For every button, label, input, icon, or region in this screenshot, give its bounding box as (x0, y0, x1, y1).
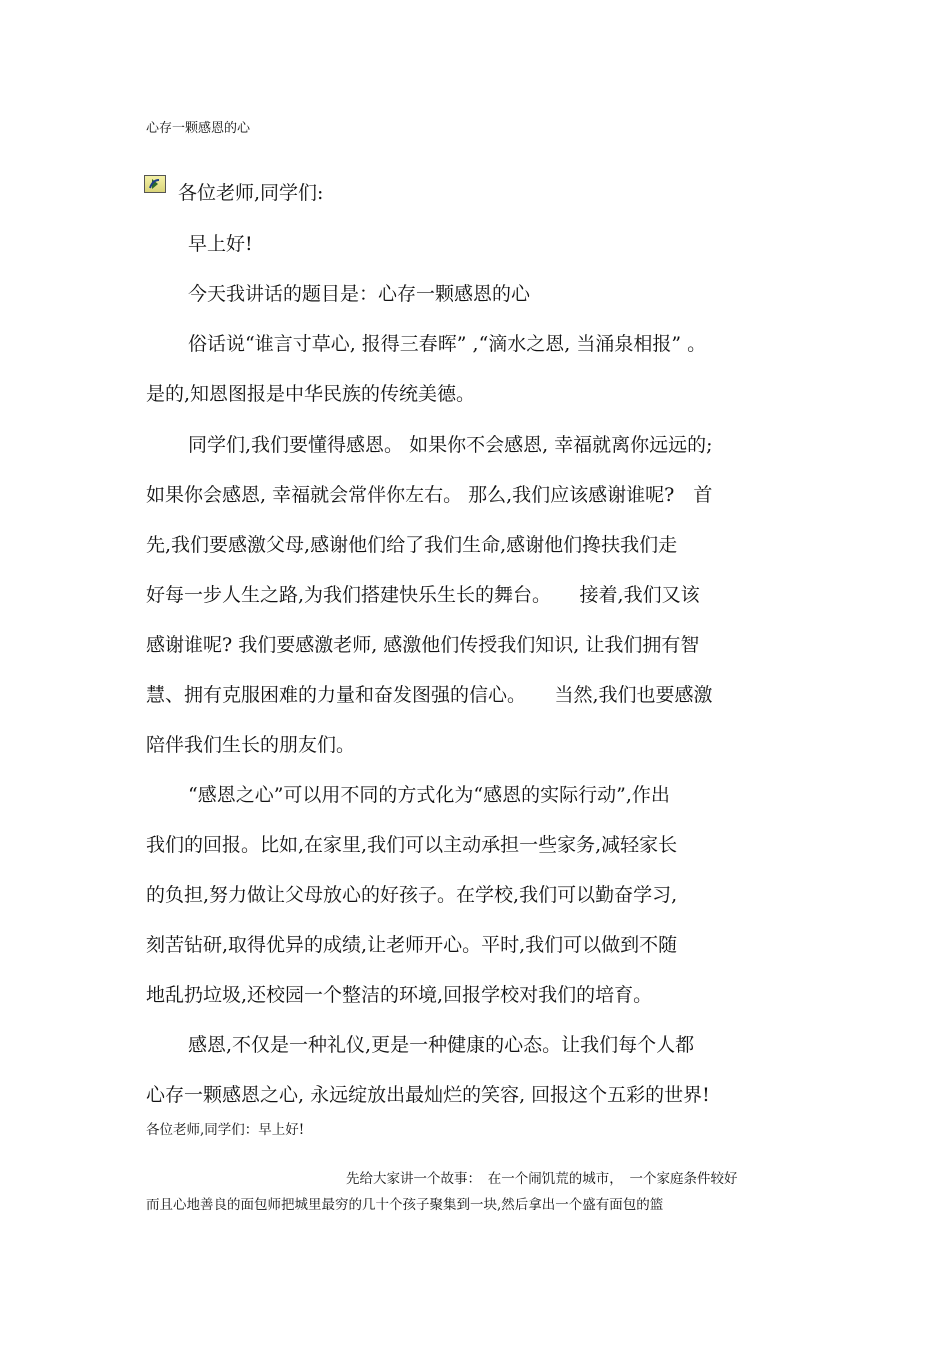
paragraph-line: 先,我们要感激父母,感谢他们给了我们生命,感谢他们搀扶我们走 (146, 534, 678, 556)
small-text-line: 先给大家讲一个故事： 在一个闹饥荒的城市， 一个家庭条件较好 (346, 1171, 738, 1187)
paragraph-line: 我们的回报。比如,在家里,我们可以主动承担一些家务,减轻家长 (146, 834, 678, 856)
paragraph-line: 慧、拥有克服困难的力量和奋发图强的信心。 当然,我们也要感激 (146, 684, 713, 706)
paragraph-line: 陪伴我们生长的朋友们。 (146, 734, 356, 756)
paragraph-line: 如果你会感恩, 幸福就会常伴你左右。 那么,我们应该感谢谁呢? 首 (146, 484, 713, 506)
paragraph-line: 是的,知恩图报是中华民族的传统美德。 (146, 383, 476, 405)
document-link-icon[interactable] (144, 175, 166, 193)
paragraph-line: 同学们,我们要懂得感恩。 如果你不会感恩, 幸福就离你远远的; (188, 434, 713, 456)
small-text-line: 各位老师,同学们：早上好! (146, 1122, 305, 1138)
paragraph-line: 刻苦钻研,取得优异的成绩,让老师开心。平时,我们可以做到不随 (146, 934, 678, 956)
small-text-line: 而且心地善良的面包师把城里最穷的几十个孩子聚集到一块,然后拿出一个盛有面包的篮 (146, 1197, 664, 1213)
paragraph-line: 早上好! (188, 233, 253, 255)
document-title: 心存一颗感恩的心 (146, 121, 251, 136)
paragraph-line: 今天我讲话的题目是：心存一颗感恩的心 (188, 283, 531, 305)
paragraph-line: 的负担,努力做让父母放心的好孩子。在学校,我们可以勤奋学习, (146, 884, 678, 906)
paragraph-line: 俗话说“谁言寸草心, 报得三春晖” ,“滴水之恩, 当涌泉相报” 。 (188, 333, 707, 355)
paragraph-line: 地乱扔垃圾,还校园一个整洁的环境,回报学校对我们的培育。 (146, 984, 653, 1006)
greeting-line: 各位老师,同学们: (178, 182, 324, 204)
paragraph-line: 感恩,不仅是一种礼仪,更是一种健康的心态。让我们每个人都 (188, 1034, 695, 1056)
paragraph-line: 心存一颗感恩之心, 永远绽放出最灿烂的笑容, 回报这个五彩的世界! (146, 1084, 710, 1106)
paragraph-line: 好每一步人生之路,为我们搭建快乐生长的舞台。 接着,我们又该 (146, 584, 700, 606)
paragraph-line: “感恩之心”可以用不同的方式化为“感恩的实际行动”,作出 (188, 784, 670, 806)
paragraph-line: 感谢谁呢? 我们要感激老师, 感激他们传授我们知识, 让我们拥有智 (146, 634, 700, 656)
